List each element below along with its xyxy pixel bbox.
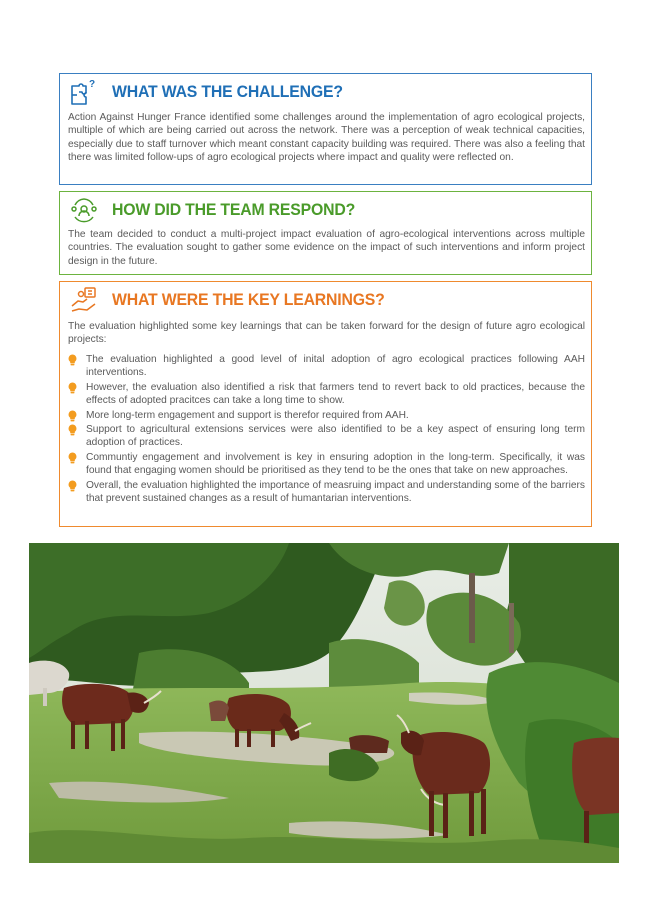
learning-text: Communtiy engagement and involvement is key in ensuring adoption in the long-term. Specifically, it was found that engaging women should be prioritised as they tend to be the ones that take on new approaches. — [86, 451, 585, 477]
response-text: The team decided to conduct a multi-project impact evaluation of agro-ecological interventions across multiple countries. The evaluation sought to gather some evidence on the impact of such interventions and inform project design in the future. — [68, 229, 585, 267]
response-section — [59, 191, 592, 275]
photo-illustration — [29, 543, 619, 863]
challenge-header — [70, 78, 360, 106]
learning-text: However, the evaluation also identified a risk that farmers tend to revert back to old practices, because the effects of adopted pracitces can take a long time to show. — [86, 381, 585, 407]
list-item — [68, 381, 585, 408]
learning-text: Support to agricultural extensions services were also identified to be a key aspect of ensuring long term adoption of practices. — [86, 424, 585, 449]
lightbulb-icon — [68, 410, 77, 422]
challenge-section — [59, 73, 592, 185]
learning-text: The evaluation highlighted a good level of inital adoption of agro ecological practices following AAH interventions. — [86, 354, 585, 379]
learnings-intro: The evaluation highlighted some key learnings that can be taken forward for the design of future agro ecological projects: — [68, 321, 585, 346]
lightbulb-icon — [68, 452, 77, 464]
learnings-title: WHAT WERE THE KEY LEARNINGS? — [112, 290, 385, 309]
list-item — [68, 409, 585, 422]
lightbulb-icon — [68, 354, 77, 366]
lightbulb-icon — [68, 382, 77, 394]
list-item — [68, 423, 585, 450]
challenge-text: Action Against Hunger France identified some challenges around the implementation of agro ecological projects, multiple of which are being carried out across the network. There was a perception of weak technical capacities, especially due to staff turnover which meant constant capacity building was required. There was also a feeling that there was limited follow-ups of agro ecological projects where impact and quality were reflected on. — [68, 112, 585, 164]
learnings-header — [70, 286, 405, 314]
learnings-section — [59, 281, 592, 527]
learning-text: More long-term engagement and support is therefor required from AAH. — [86, 409, 409, 421]
lightbulb-icon — [68, 424, 77, 436]
team-cycle-icon — [70, 196, 98, 224]
learning-text: Overall, the evaluation highlighted the importance of measruing impact and understanding some of the barriers that prevent sustained changes as a result of humantarian interventions. — [86, 479, 585, 505]
list-item — [68, 451, 585, 478]
learnings-list — [68, 353, 585, 506]
response-header — [70, 196, 373, 224]
learning-hands-icon — [70, 286, 98, 314]
response-title: HOW DID THE TEAM RESPOND? — [112, 200, 356, 219]
list-item — [68, 479, 585, 506]
lightbulb-icon — [68, 480, 77, 492]
challenge-title: WHAT WAS THE CHALLENGE? — [112, 82, 343, 101]
puzzle-question-icon — [70, 78, 98, 106]
list-item — [68, 353, 585, 380]
svg-text:?: ? — [89, 79, 96, 90]
cattle-field-photo — [29, 543, 619, 863]
